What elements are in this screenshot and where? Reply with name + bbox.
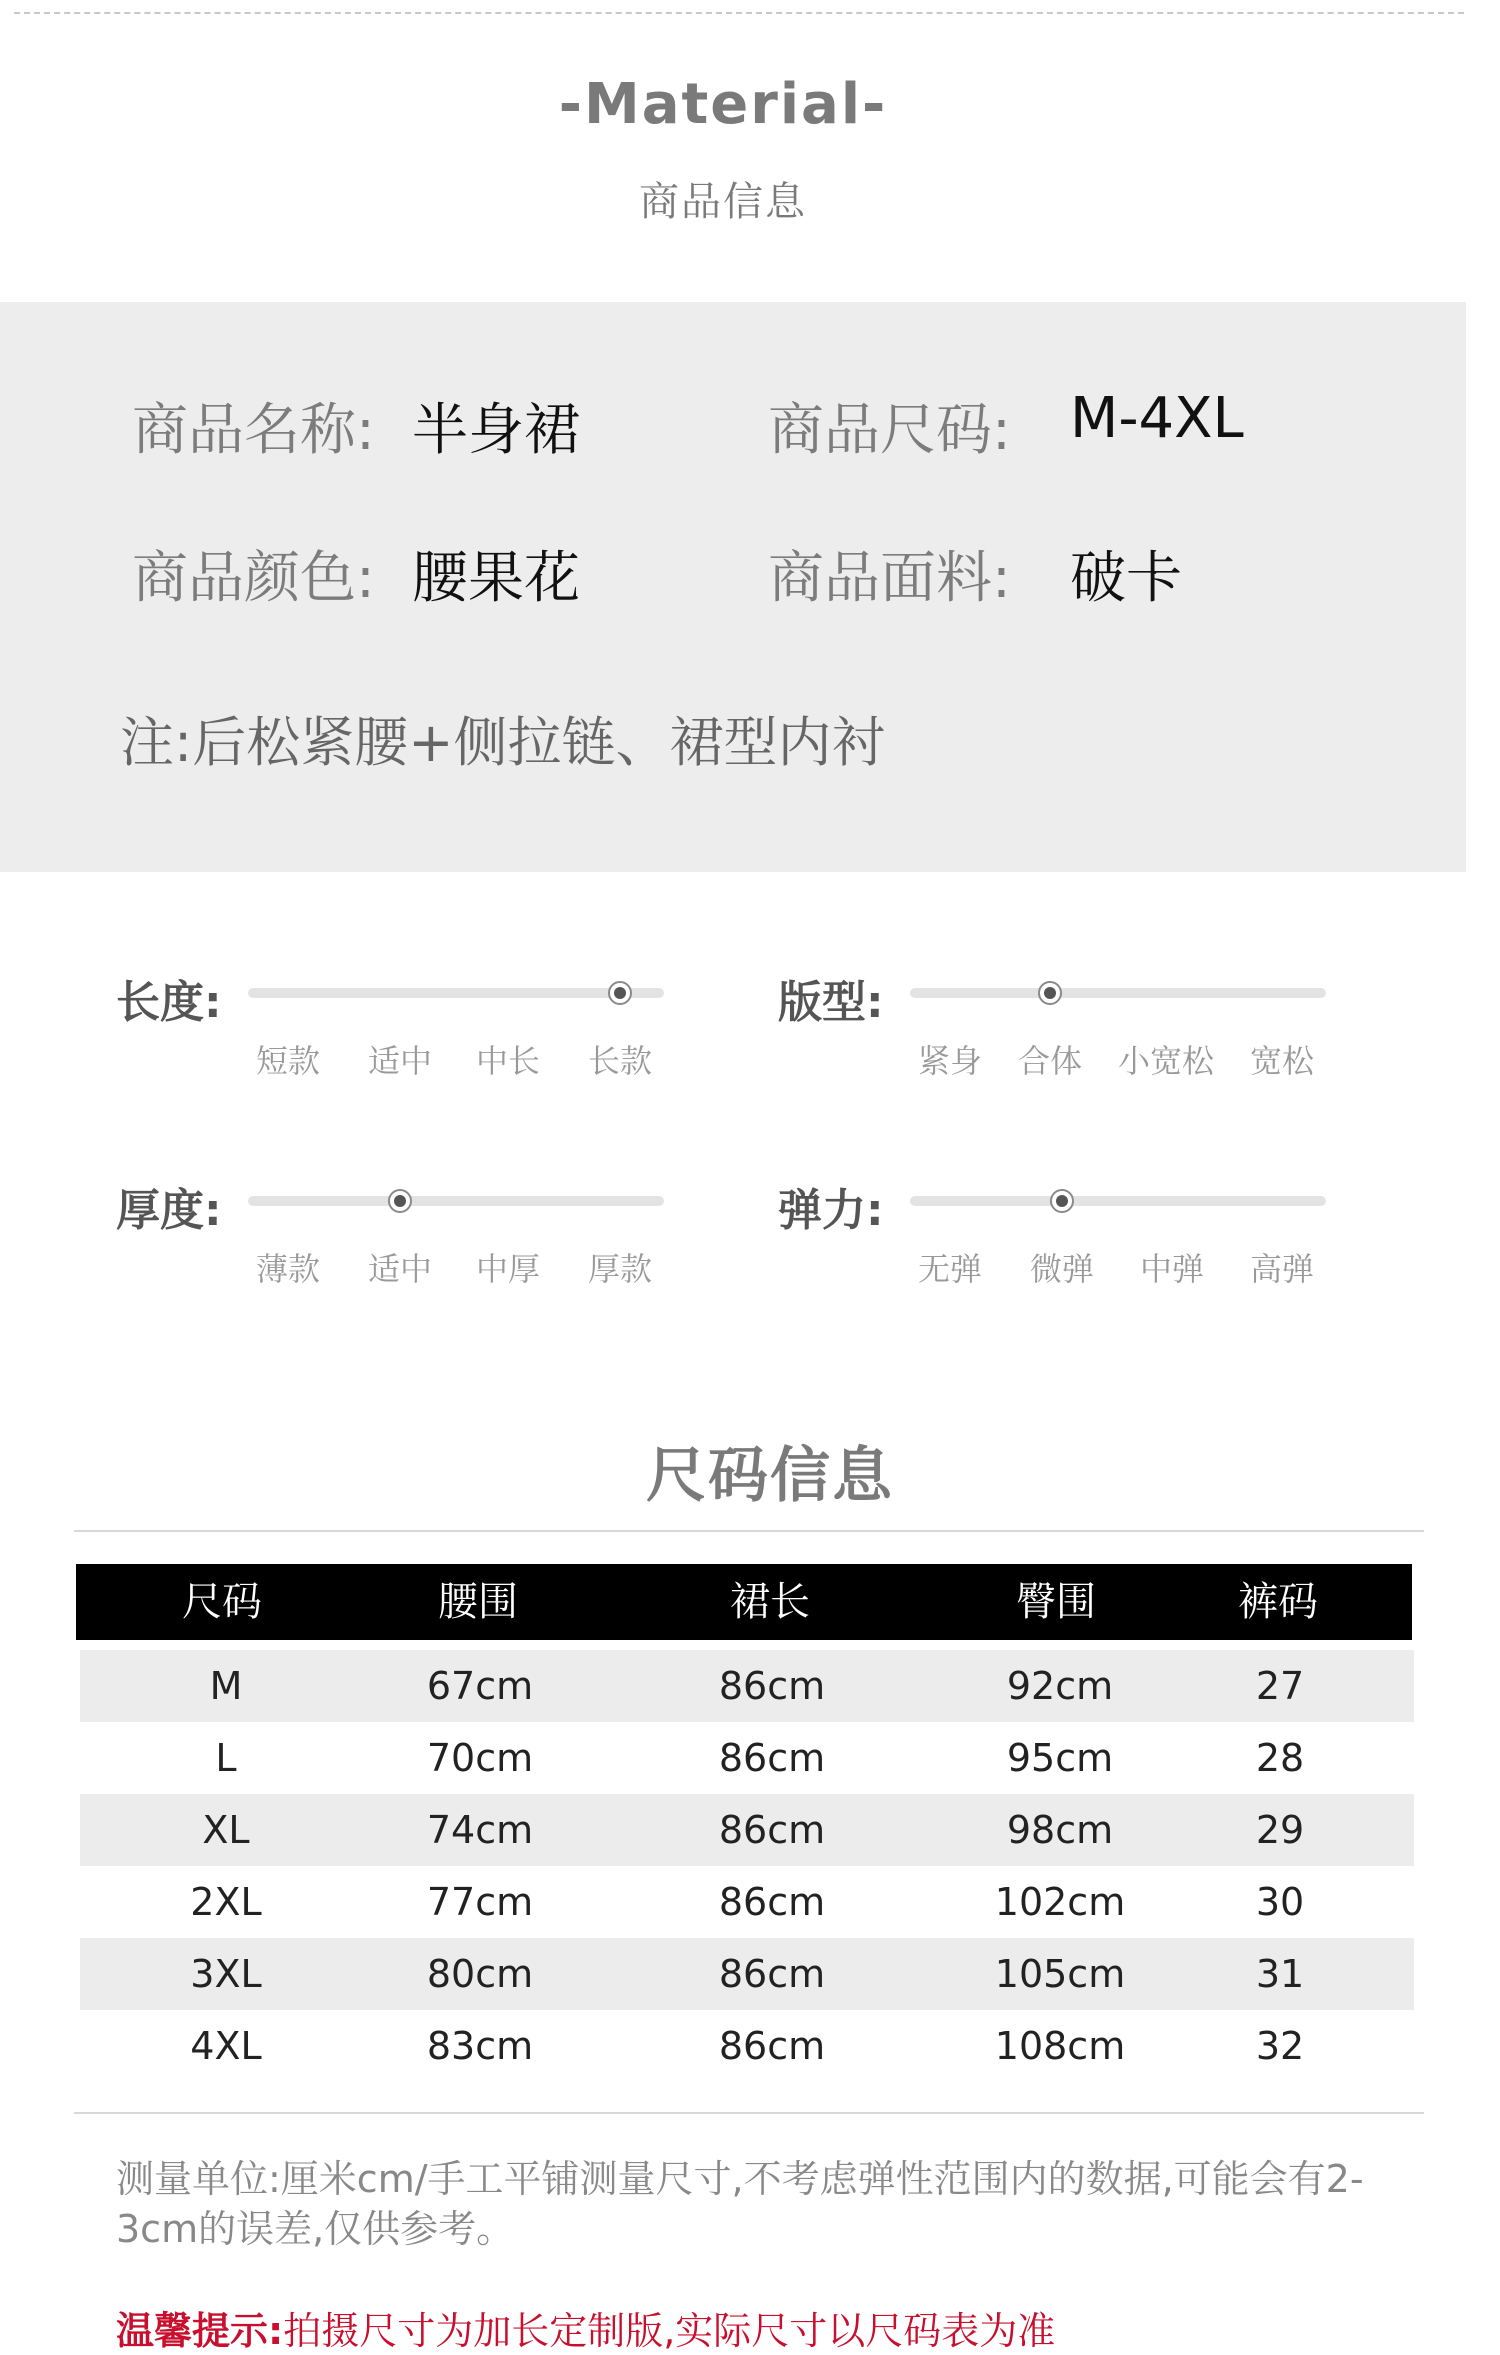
table-cell: 29 (1255, 1808, 1305, 1852)
table-cell: 31 (1255, 1952, 1305, 1996)
product-size-value: M-4XL (1070, 386, 1244, 451)
table-cell: 102cm (994, 1880, 1126, 1924)
product-name-label: 商品名称: (132, 398, 375, 463)
product-fabric-value: 破卡 (1070, 546, 1182, 611)
table-header-cell: 裙长 (730, 1579, 810, 1625)
top-dashed-divider (14, 12, 1464, 14)
product-color-label: 商品颜色: (132, 546, 375, 611)
slider-elasticity-tick: 高弹 (1249, 1250, 1315, 1288)
product-size-label: 商品尺码: (768, 398, 1011, 463)
table-cell: 32 (1255, 2024, 1305, 2068)
table-cell: L (215, 1736, 237, 1780)
table-cell: 70cm (426, 1736, 534, 1780)
size-table-bottom-rule (74, 2112, 1424, 2114)
table-cell: 28 (1255, 1736, 1305, 1780)
table-cell: M (209, 1664, 243, 1708)
table-cell: 105cm (994, 1952, 1126, 1996)
slider-elasticity-track (910, 1196, 1326, 1206)
table-cell: 77cm (426, 1880, 534, 1924)
warning-text: 拍摄尺寸为加长定制版,实际尺寸以尺码表为准 (283, 2309, 1056, 2353)
product-name-value: 半身裙 (412, 398, 580, 463)
slider-thickness-knob (388, 1189, 412, 1213)
slider-fit-track (910, 988, 1326, 998)
product-color-value: 腰果花 (412, 546, 580, 611)
slider-length-tick: 短款 (255, 1042, 321, 1080)
table-cell: 86cm (718, 1952, 826, 1996)
table-header-cell: 尺码 (182, 1579, 262, 1625)
slider-length-tick: 中长 (475, 1042, 541, 1080)
table-row (80, 1650, 1414, 1722)
table-cell: 86cm (718, 2024, 826, 2068)
table-cell: 3XL (190, 1952, 262, 1996)
table-cell: 86cm (718, 1664, 826, 1708)
slider-length-tick: 长款 (587, 1042, 653, 1080)
slider-length-label: 长度: (116, 977, 222, 1028)
slider-length-track (248, 988, 664, 998)
table-cell: 80cm (426, 1952, 534, 1996)
table-cell: 27 (1255, 1664, 1305, 1708)
table-cell: XL (202, 1808, 250, 1852)
slider-fit-tick: 合体 (1017, 1042, 1083, 1080)
table-cell: 86cm (718, 1808, 826, 1852)
table-cell: 74cm (426, 1808, 534, 1852)
table-cell: 4XL (190, 2024, 262, 2068)
table-cell: 30 (1255, 1880, 1305, 1924)
table-cell: 92cm (1006, 1664, 1114, 1708)
slider-length-tick: 适中 (367, 1042, 433, 1080)
table-row (80, 2010, 1414, 2082)
table-row (80, 1866, 1414, 1938)
slider-fit-tick: 紧身 (917, 1042, 983, 1080)
slider-fit-knob (1038, 981, 1062, 1005)
product-note: 注:后松紧腰+侧拉链、裙型内衬 (120, 711, 886, 774)
table-row (80, 1722, 1414, 1794)
table-row (80, 1794, 1414, 1866)
section-title-cn: 商品信息 (639, 179, 807, 225)
size-table-top-rule (74, 1530, 1424, 1532)
table-header-cell: 臀围 (1016, 1579, 1096, 1625)
slider-elasticity-label: 弹力: (778, 1185, 884, 1236)
table-cell: 86cm (718, 1736, 826, 1780)
slider-elasticity-tick: 微弹 (1029, 1250, 1095, 1288)
warning-note (116, 2300, 1055, 2355)
slider-fit-label: 版型: (778, 977, 884, 1028)
slider-elasticity-tick: 无弹 (917, 1250, 983, 1288)
size-table-header (76, 1564, 1412, 1640)
slider-thickness-tick: 薄款 (255, 1250, 321, 1288)
measurement-footnote: 测量单位:厘米cm/手工平铺测量尺寸,不考虑弹性范围内的数据,可能会有2-3cm的误差,仅供参考。 (116, 2157, 1364, 2251)
table-header-cell: 腰围 (438, 1579, 518, 1625)
section-title-en: -Material- (558, 72, 888, 137)
table-row (80, 1938, 1414, 2010)
slider-elasticity-tick: 中弹 (1139, 1250, 1205, 1288)
table-cell: 98cm (1006, 1808, 1114, 1852)
table-header-cell: 裤码 (1238, 1579, 1318, 1625)
slider-elasticity-knob (1050, 1189, 1074, 1213)
table-cell: 67cm (426, 1664, 534, 1708)
table-cell: 108cm (994, 2024, 1126, 2068)
slider-thickness-track (248, 1196, 664, 1206)
slider-fit-tick: 小宽松 (1117, 1042, 1215, 1080)
slider-fit-tick: 宽松 (1249, 1042, 1315, 1080)
size-table-title: 尺码信息 (646, 1441, 894, 1511)
slider-length-knob (608, 981, 632, 1005)
table-cell: 2XL (190, 1880, 262, 1924)
table-cell: 83cm (426, 2024, 534, 2068)
slider-thickness-tick: 中厚 (475, 1250, 541, 1288)
slider-thickness-tick: 适中 (367, 1250, 433, 1288)
table-cell: 95cm (1006, 1736, 1114, 1780)
warning-label: 温馨提示: (116, 2309, 284, 2353)
slider-thickness-tick: 厚款 (587, 1250, 653, 1288)
table-cell: 86cm (718, 1880, 826, 1924)
slider-thickness-label: 厚度: (116, 1185, 222, 1236)
product-fabric-label: 商品面料: (768, 546, 1011, 611)
